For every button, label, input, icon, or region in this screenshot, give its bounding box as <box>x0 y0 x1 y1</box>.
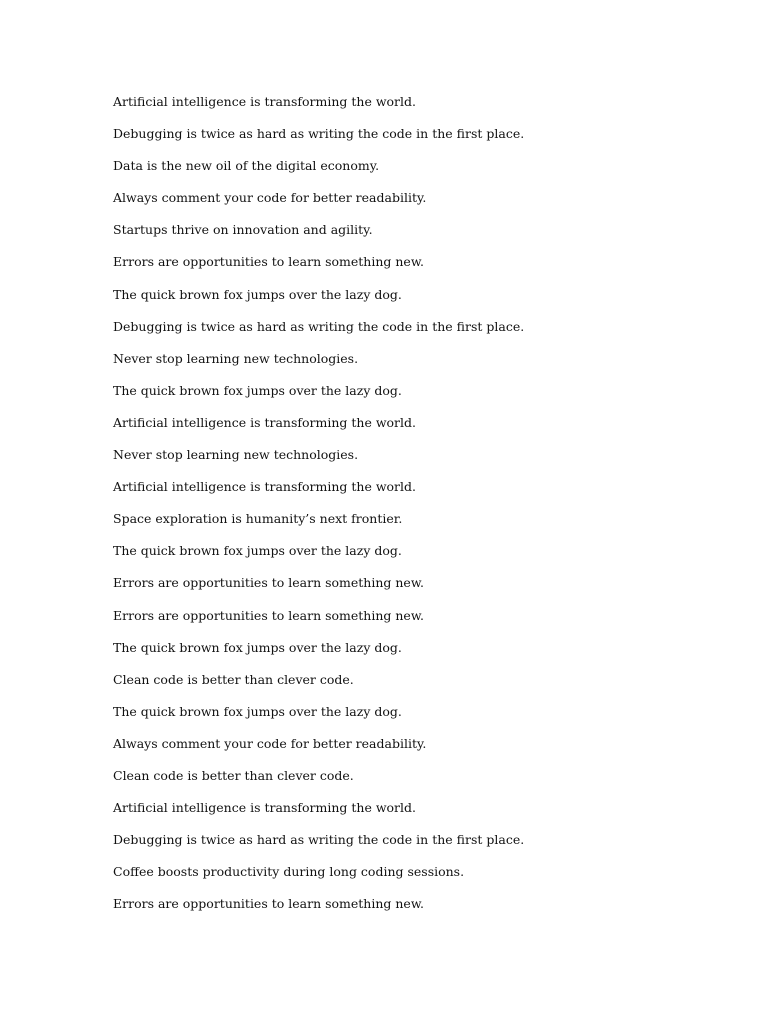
paragraph-2: Debugging is twice as hard as writing the code in the first place. <box>113 126 525 142</box>
paragraph-18: The quick brown fox jumps over the lazy dog. <box>113 639 402 655</box>
paragraph-20: The quick brown fox jumps over the lazy dog. <box>113 703 402 719</box>
paragraph-3: Data is the new oil of the digital economy. <box>113 158 380 174</box>
paragraph-16: Errors are opportunities to learn something new. <box>113 575 425 591</box>
paragraph-21: Always comment your code for better readability. <box>113 735 427 751</box>
paragraph-12: Never stop learning new technologies. <box>113 447 359 463</box>
paragraph-7: The quick brown fox jumps over the lazy dog. <box>113 286 402 302</box>
paragraph-5: Startups thrive on innovation and agility. <box>113 222 373 238</box>
paragraph-22: Clean code is better than clever code. <box>113 767 354 783</box>
paragraph-8: Debugging is twice as hard as writing the code in the first place. <box>113 318 525 334</box>
paragraph-26: Errors are opportunities to learn something new. <box>113 896 425 912</box>
paragraph-17: Errors are opportunities to learn something new. <box>113 607 425 623</box>
paragraph-23: Artificial intelligence is transforming the world. <box>113 800 416 816</box>
paragraph-25: Coffee boosts productivity during long coding sessions. <box>113 864 465 880</box>
paragraph-13: Artificial intelligence is transforming the world. <box>113 479 416 495</box>
paragraph-24: Debugging is twice as hard as writing the code in the first place. <box>113 832 525 848</box>
paragraph-1: Artificial intelligence is transforming the world. <box>113 94 416 109</box>
document-body <box>113 93 673 927</box>
paragraph-14: Space exploration is humanity’s next frontier. <box>113 511 403 527</box>
paragraph-9: Never stop learning new technologies. <box>113 350 359 366</box>
paragraph-6: Errors are opportunities to learn something new. <box>113 254 425 270</box>
paragraph-4: Always comment your code for better readability. <box>113 190 427 206</box>
paragraph-19: Clean code is better than clever code. <box>113 671 354 687</box>
paragraph-15: The quick brown fox jumps over the lazy dog. <box>113 543 402 559</box>
paragraph-11: Artificial intelligence is transforming the world. <box>113 414 416 430</box>
paragraph-10: The quick brown fox jumps over the lazy dog. <box>113 382 402 398</box>
